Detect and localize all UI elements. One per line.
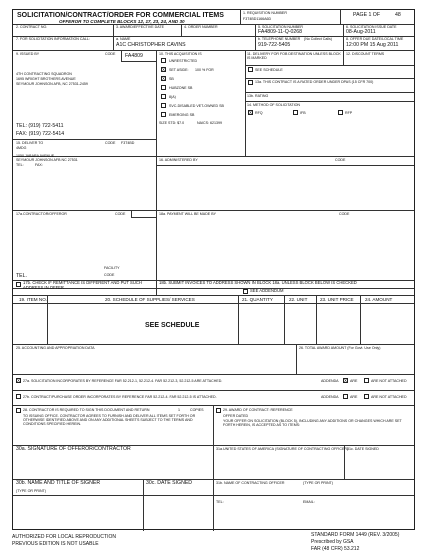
delivery-label: 11. DELIVERY FOR FOB DESTINATION UNLESS BLOCK IS MARKED [247,52,341,61]
hubzone-checkbox[interactable] [161,85,166,90]
offer-dated-label: OFFER DATED [223,414,249,418]
rule [245,92,414,93]
facility-label: FACILITY [104,266,120,270]
administered-by-label: 16. ADMINISTERED BY [159,158,198,162]
contractor-tel: TEL. [16,273,27,279]
usa-label: 31a.UNITED STATES OF AMERICA [216,447,274,451]
ifb-checkbox[interactable] [293,110,298,115]
item-no-header: 19. ITEM NO. [19,297,48,302]
signature-offeror-label: 30a. SIGNATURE OF OFFEROR/CONTRACTOR [16,446,131,452]
copies-label: COPIES [190,408,204,412]
27b-checkbox[interactable] [16,394,21,399]
submit-invoices-label: 18b. SUBMIT INVOICES TO ADDRESS SHOWN IN BLOCK 18a. UNLESS BLOCK BELOW IS CHECKED [159,280,357,285]
8a-label: 8(A) [169,95,176,99]
rule [156,210,157,295]
issued-by-line-3: SEYMOUR JOHNSON AFB, NC 27531-2459 [16,82,88,86]
rule [13,295,414,296]
phone-note: (No Collect Calls) [304,37,332,41]
facility-code-label: CODE [104,273,115,277]
footer-right-1: STANDARD FORM 1449 (REV. 3/2005) [311,532,400,538]
order-number-label: 4. ORDER NUMBER [184,25,218,29]
rfq-checkbox[interactable]: X [249,110,253,115]
issued-by-label: 9. ISSUED BY [16,52,40,56]
size-standard: SIZE STD: $7.0 [159,121,185,125]
are-not-label-b: ARE NOT ATTACHED [371,395,407,399]
discount-terms-label: 12. DISCOUNT TERMS [346,52,385,56]
due-date-label: 8. OFFER DUE DATE/LOCAL TIME [346,37,404,41]
contractor-code-box [131,210,156,218]
unit-header: 22. UNIT [289,297,308,302]
footer-right-3: FAR (48 CFR) 53.212 [311,546,360,552]
rule [13,156,414,157]
acquisition-label: 10. THIS ACQUISITION IS [159,52,202,56]
issue-date[interactable]: 08-Aug-2011 [346,29,376,35]
naics-code: NAICS: 621399 [197,121,222,125]
rule [238,295,239,344]
unit-price-header: 23. UNIT PRICE [320,297,354,302]
deliver-to-line-3: SEYMOUR JOHNSON AFB NC 27531 [16,158,78,162]
rule [113,24,114,36]
are-not-checkbox-a[interactable] [364,378,369,383]
rule [13,210,414,211]
solicitation-number[interactable]: FA4809-11-Q-0268 [258,29,303,35]
block29-text: 29. AWARD OF CONTRACT: REFERENCE [223,408,293,412]
rule [213,445,214,531]
rating-label: 13b. RATING [247,94,269,98]
co-type-print: (TYPE OR PRINT) [303,481,333,485]
rule [245,65,414,66]
rule [143,479,144,531]
rule [13,344,414,345]
are-checkbox-b[interactable] [343,394,348,399]
info-call-label: 7. FOR SOLICITATION INFORMATION CALL: [16,37,90,41]
rule [240,10,241,24]
requisition-label: 1. REQUISITION NUMBER [243,11,287,15]
deliver-to-code[interactable]: F3T4BD [121,141,135,145]
issued-by-code[interactable]: FA4809 [125,53,143,59]
addenda-label-b: ADDENDA [321,395,339,399]
signer-type-print: (TYPE OR PRINT) [16,489,46,493]
27a-checkbox[interactable]: X [17,378,21,383]
unrestricted-label: UNRESTRICTED [169,59,198,63]
set-aside-label: SET ASIDE: [169,68,189,72]
page-total: 48 [395,12,401,18]
far-27b-text: 27b. CONTRACT/PURCHASE ORDER INCORPORATES BY REFERENCE FAR 52.212-4. FAR 52.212-5 IS ATTACHED. [23,395,217,399]
block28-text: 28. CONTRACTOR IS REQUIRED TO SIGN THIS DOCUMENT AND RETURN [23,408,150,412]
sdvosb-checkbox[interactable] [161,103,166,108]
are-not-checkbox-b[interactable] [364,394,369,399]
rule [296,344,297,374]
block29-checkbox[interactable] [216,408,221,413]
emerging-checkbox[interactable] [161,112,166,117]
addendum-label: SEE ADDENDUM [250,288,284,293]
issue-date-label: 6. SOLICITATION ISSUE DATE [346,25,397,29]
total-award-label: 26. TOTAL AWARD AMOUNT (For Govt. Use Only) [299,346,381,350]
rule [245,78,414,79]
co-name-label: 31b. NAME OF CONTRACTING OFFICER [216,481,285,485]
name-label: a. NAME [116,37,131,41]
date-signed-30c: 30c. DATE SIGNED [146,480,193,486]
set-aside-checkbox[interactable]: X [162,67,166,72]
solicitation-number-label: 5. SOLICITATION NUMBER [258,25,303,29]
set-aside-pct: 100 % FOR [195,68,214,72]
remittance-label: 17b. CHECK IF REMITTANCE IS DIFFERENT AND PUT SUCH ADDRESS IN OFFER [23,280,142,290]
footer-left-1: AUTHORIZED FOR LOCAL REPRODUCTION [12,534,116,540]
are-label-b: ARE [350,395,358,399]
co-signature-label: (SIGNATURE OF CONTRACTING OFFICER) [275,447,349,451]
co-tel-label: TEL: [216,500,224,504]
rule [284,295,285,344]
are-checkbox-a[interactable]: X [344,378,348,383]
are-not-label-a: ARE NOT ATTACHED [371,379,407,383]
deliver-to-label: 15. DELIVER TO [16,141,44,145]
rule [343,24,344,50]
date-signed-31c: 31c. DATE SIGNED [347,447,379,451]
rated-order-checkbox[interactable] [248,80,253,85]
amount-header: 24. AMOUNT [365,297,393,302]
contact-name[interactable]: A1C CHRISTOPHER CAVINS [116,42,186,48]
sf1449-form [12,9,415,530]
rule [13,390,414,391]
rule [13,139,156,140]
rule [156,165,414,166]
rule [156,50,157,210]
form-subtitle: OFFEROR TO COMPLETE BLOCKS 12, 17, 23, 24, AND 30 [59,19,185,24]
deliver-to-code-label: CODE [105,141,116,145]
quantity-header: 21. QUANTITY [242,297,273,302]
rfq-label: RFQ [255,111,263,115]
form-title: SOLICITATION/CONTRACT/ORDER FOR COMMERCIAL ITEMS [17,12,224,19]
rule [340,10,341,24]
rfp-label: RFP [345,111,353,115]
rated-order-label: 13a. THIS CONTRACT IS A RATED ORDER UNDER DPAS (15 CFR 700) [255,80,374,84]
rule [181,24,182,36]
contract-no-label: 2. CONTRACT NO. [16,25,48,29]
signer-name-label: 30b. NAME AND TITLE OF SIGNER [16,480,101,486]
page-of-label: PAGE 1 OF [353,12,381,18]
due-date[interactable]: 12:00 PM 15 Aug 2011 [346,42,399,48]
payment-code-label: CODE [339,212,350,216]
see-schedule-text: SEE SCHEDULE [145,322,200,329]
rule [245,50,246,156]
see-schedule-checkbox[interactable] [248,67,253,72]
administered-by-code-label: CODE [335,158,346,162]
footer-left-2: PREVIOUS EDITION IS NOT USABLE [12,541,99,547]
contractor-label: 17a.CONTRACTOR/OFFEROR [16,212,67,216]
far-27a-text: 27a. SOLICITATION INCORPORATES BY REFERENCE FAR 52.212-1, 52.212-4. FAR 52.212-3, 52.212-5 ARE ATTACHED. [23,379,223,383]
remittance-checkbox[interactable] [16,282,21,287]
unrestricted-checkbox[interactable] [161,58,166,63]
rule [13,374,414,375]
contact-phone[interactable]: 919-722-5405 [258,42,291,48]
phone-label: b. TELEPHONE NUMBER [258,37,301,41]
sdvosb-label: SVC-DISABLED VET-OWNED SB [169,104,224,108]
rule [213,405,214,445]
issued-by-tel: TEL: (919) 722-5411 [16,123,64,129]
ifb-label: IFB [300,111,306,115]
hubzone-label: HUBZONE SB [169,86,193,90]
are-label-a: ARE [350,379,358,383]
issued-by-code-label: CODE [105,52,116,56]
deliver-to-line-1: 4MDG [16,146,27,150]
rule [245,101,414,102]
rule [255,24,256,50]
rule [360,295,361,344]
method-label: 14. METHOD OF SOLICITATION [247,103,300,107]
issued-by-line-1: 4TH CONTRACTING SQUADRON [16,72,72,76]
rule [113,36,114,50]
block29-rest: YOUR OFFER ON SOLICITATION (BLOCK 5), INCLUDING ANY ADDITIONS OR CHANGES WHICH ARE SET FORTH HEREIN, IS ACCEPTED AS TO ITEMS: [223,419,402,428]
deliver-to-tel: TEL: [16,163,24,167]
rule [343,50,344,65]
8a-checkbox[interactable] [161,94,166,99]
issued-by-line-2: 1695 WRIGHT BROTHERS AVENUE [16,77,76,81]
supplies-header: 20. SCHEDULE OF SUPPLIES/ SERVICES [105,297,195,302]
rule [13,303,414,304]
footer-right-2: Prescribed by GSA [311,539,354,545]
rule [47,295,48,344]
contractor-code-label: CODE [115,212,126,216]
emerging-label: EMERGING SB [169,113,195,117]
sb-checkbox[interactable]: X [162,76,166,81]
copies-number: 1 [178,408,180,412]
block28-checkbox[interactable] [16,408,21,413]
award-date-label: 3. AWARD/EFFECTIVE DATE [116,25,164,29]
issued-by-fax: FAX: (919) 722-5414 [16,131,65,137]
rule [13,50,414,51]
sb-label: SB [169,77,174,81]
co-email-label: EMAIL: [303,500,315,504]
rfp-checkbox[interactable] [338,110,343,115]
addendum-checkbox[interactable] [243,289,248,294]
deliver-to-fax: FAX: [35,163,43,167]
deliver-to-line-2: 1050 JABARA AVENUE [16,154,55,158]
requisition-number[interactable]: F3T4BD1166A6D [243,17,272,21]
accounting-label: 25. ACCOUNTING AND APPROPRIATION DATA [16,346,95,350]
see-schedule-label: SEE SCHEDULE [255,68,283,72]
block28-rest: TO ISSUING OFFICE. CONTRACTOR AGREES TO FURNISH AND DELIVER ALL ITEMS SET FORTH OR OTHERWISE IDENTIFIED ABOVE AND ON ANY ADDITIONAL SHEETS SUBJECT TO THE TERMS AND CONDITIONS SPECIFIED HEREIN. [23,414,196,427]
payment-label: 18a. PAYMENT WILL BE MADE BY [159,212,216,216]
addenda-label-a: ADDENDA [321,379,339,383]
rule [316,295,317,344]
